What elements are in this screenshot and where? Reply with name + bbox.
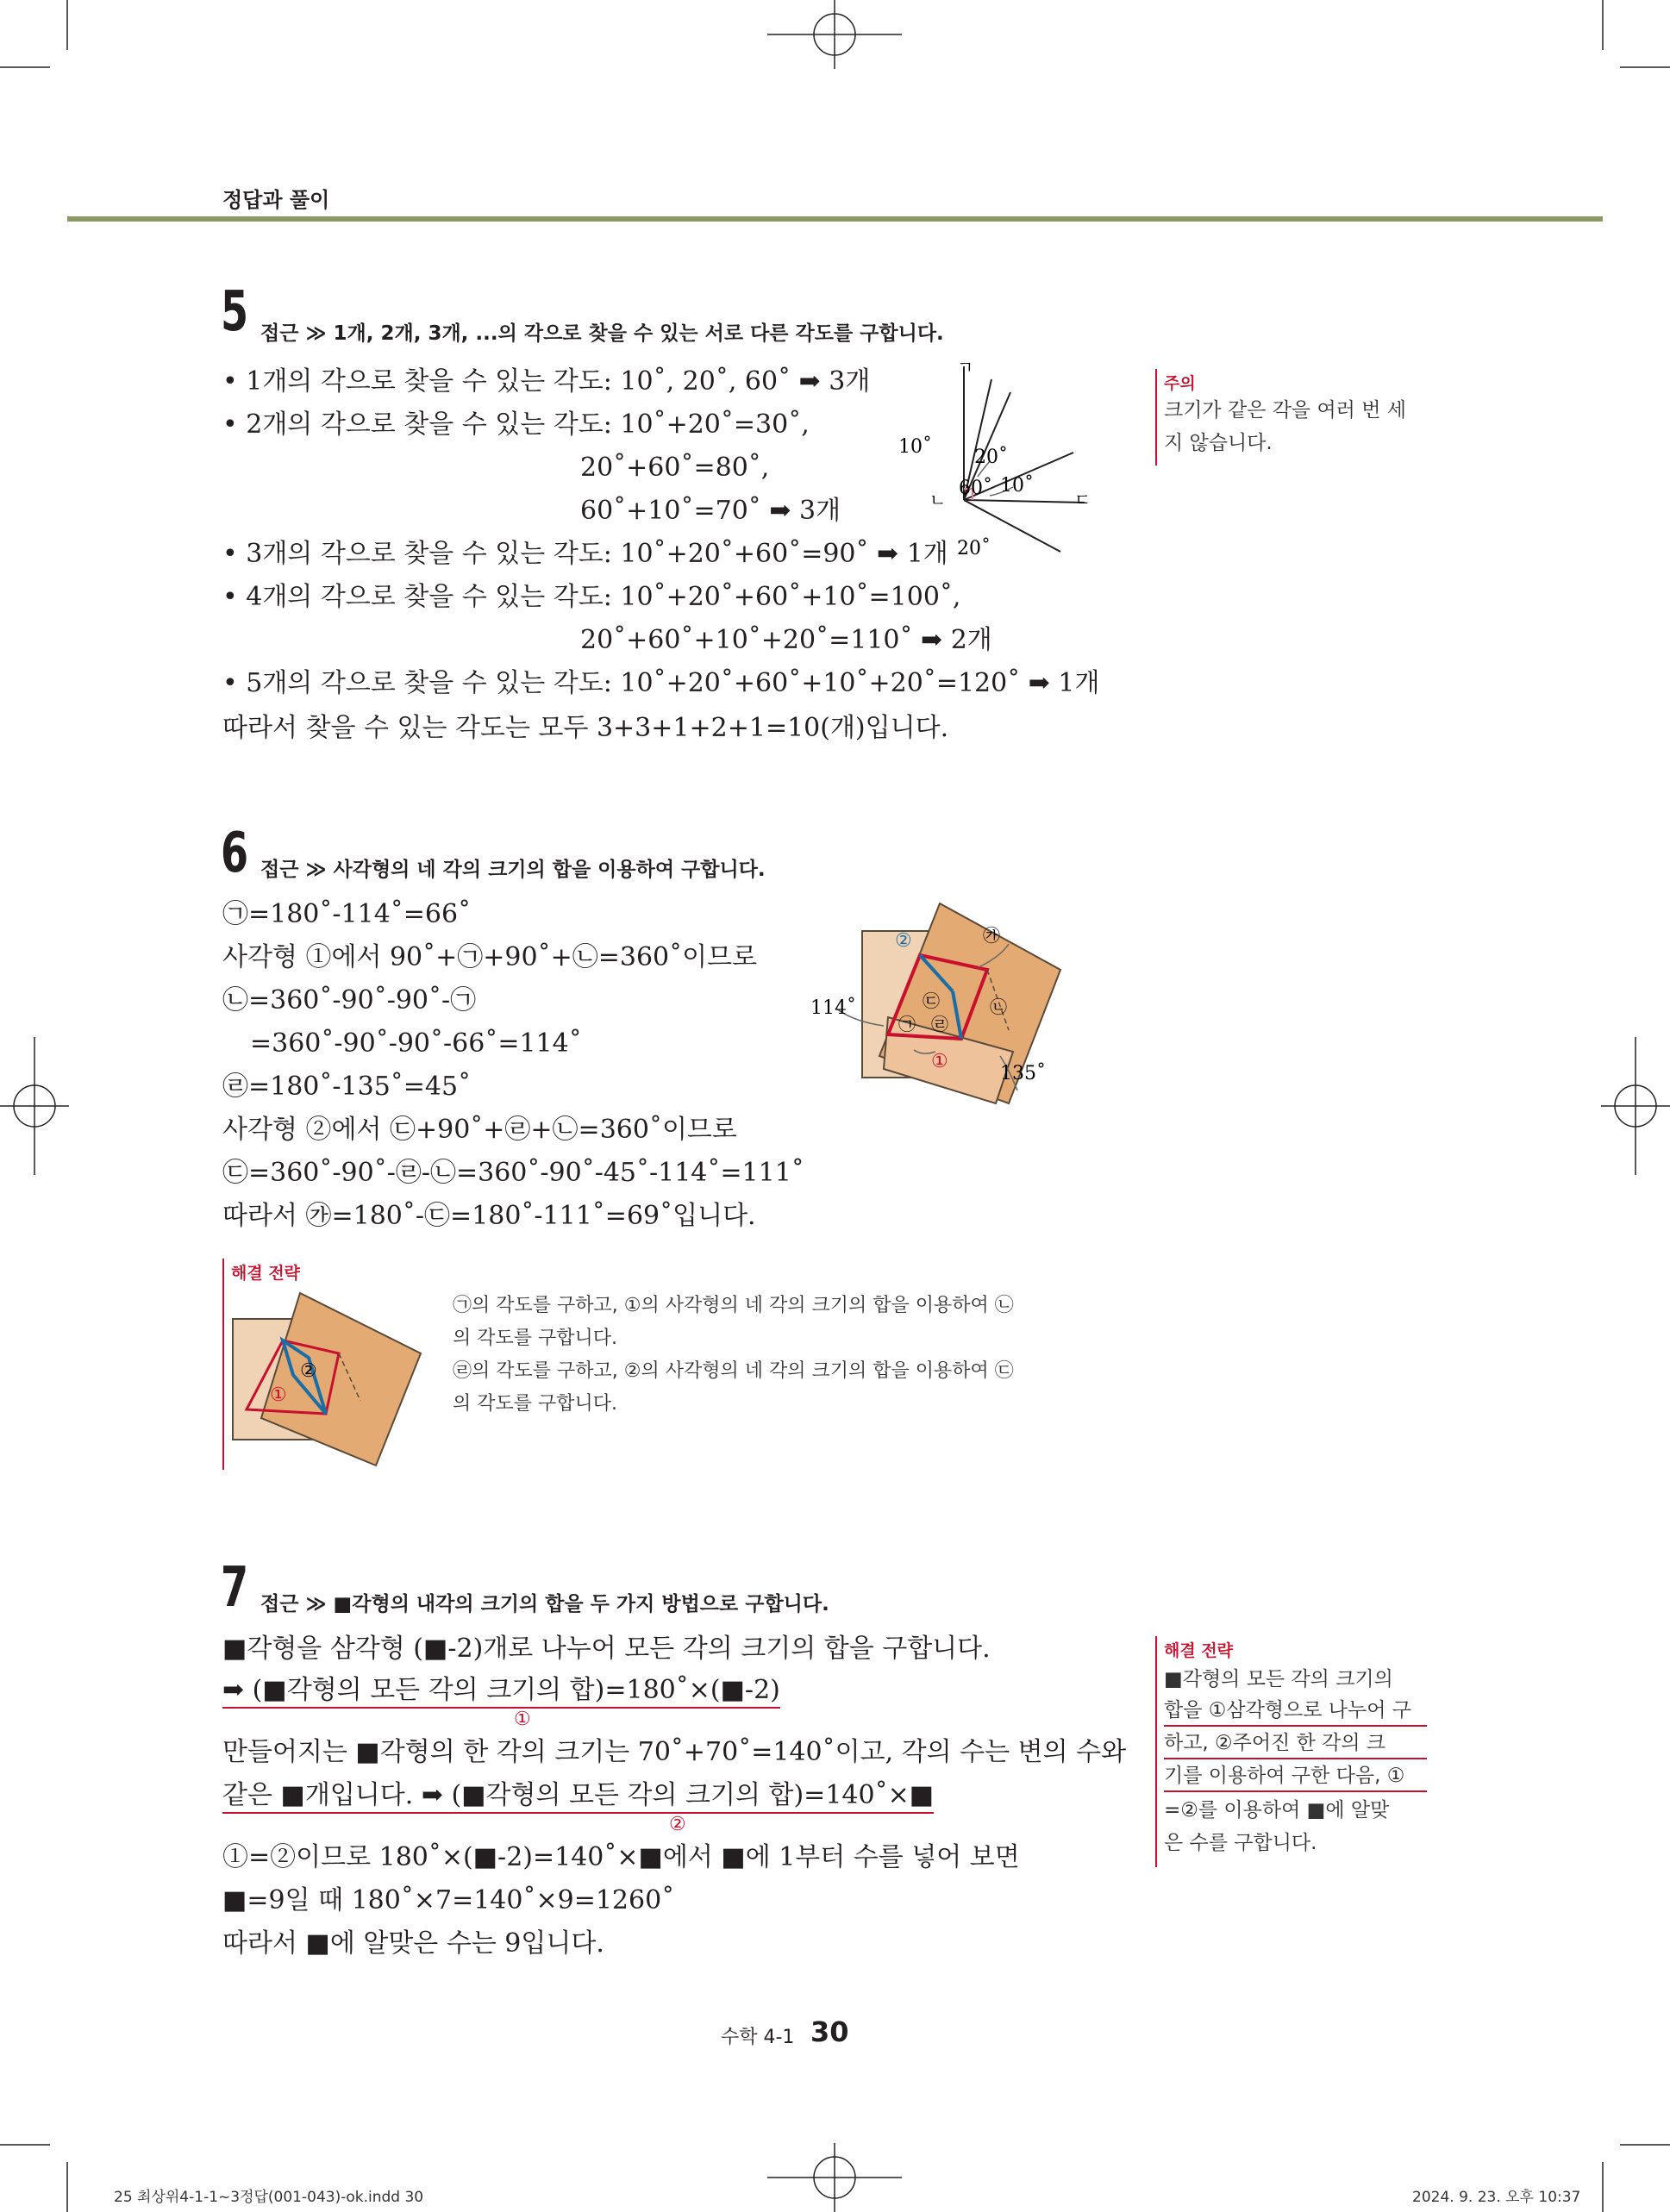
fig5-angle-1: 10˚ (898, 436, 932, 458)
header-rule (67, 216, 1603, 222)
p7-strategy-box (1155, 1636, 1157, 1867)
page-number: 30 (810, 2015, 849, 2048)
problem-6-approach: 접근 ≫ 사각형의 네 각의 크기의 합을 이용하여 구합니다. (260, 859, 766, 881)
p5-line-3: 20˚+60˚=80˚, (580, 453, 770, 483)
p7-marker-2: ② (669, 1814, 686, 1835)
fig5-angle-4: 10˚ (1000, 475, 1034, 497)
p7-strategy-line-3: 하고, ②주어진 한 각의 크 (1164, 1729, 1427, 1759)
p6-strategy-line-4: 의 각도를 구합니다. (453, 1393, 617, 1415)
p7-strategy-line-1: ■각형의 모든 각의 크기의 (1164, 1668, 1393, 1690)
quad-figure (802, 897, 1086, 1112)
footer-date: 2024. 9. 23. 오후 10:37 (1412, 2189, 1581, 2206)
p5-line-1: • 1개의 각으로 찾을 수 있는 각도: 10˚, 20˚, 60˚ ➡ 3개 (222, 366, 871, 397)
p7-marker-1: ① (514, 1709, 531, 1730)
sfig-q2: ② (300, 1360, 317, 1382)
p7-line-5: ①=②이므로 180˚×(■-2)=140˚×■에서 ■에 1부터 수를 넣어 보면 (222, 1842, 1020, 1872)
p7-line-3: 만들어지는 ■각형의 한 각의 크기는 70˚+70˚=140˚이고, 각의 수는 변의 수와 (222, 1737, 1127, 1767)
fig5-k3: ㄷ (1074, 490, 1091, 510)
p6-line-1: ㉠=180˚-114˚=66˚ (222, 899, 472, 929)
p7-line-7: 따라서 ■에 알맞은 수는 9입니다. (222, 1928, 604, 1959)
p6-line-2: 사각형 ①에서 90˚+㉠+90˚+㉡=360˚이므로 (222, 942, 758, 972)
fig6-q2: ② (895, 930, 912, 952)
p7-line-6: ■=9일 때 180˚×7=140˚×9=1260˚ (222, 1885, 675, 1915)
p6-strategy-line-3: ㉣의 각도를 구하고, ②의 사각형의 네 각의 크기의 합을 이용하여 ㉢ (453, 1360, 1014, 1382)
p7-strategy-line-6: 은 수를 구합니다. (1164, 1832, 1317, 1854)
p5-note-tag: 주의 (1164, 374, 1196, 393)
p6-line-4: =360˚-90˚-90˚-66˚=114˚ (250, 1028, 582, 1059)
problem-7-approach: 접근 ≫ ■각형의 내각의 크기의 합을 두 가지 방법으로 구합니다. (260, 1593, 829, 1615)
p7-strategy-line-4: 기를 이용하여 구한 다음, ① (1164, 1762, 1427, 1792)
p7-strategy-line-5: =②를 이용하여 ■에 알맞 (1164, 1799, 1390, 1821)
p6-line-6: 사각형 ②에서 ㉢+90˚+㉣+㉡=360˚이므로 (222, 1115, 737, 1145)
p7-line-1: ■각형을 삼각형 (■-2)개로 나누어 모든 각의 크기의 합을 구합니다. (222, 1634, 991, 1664)
fig6-gk: ㉠ (898, 1014, 916, 1034)
p6-line-7: ㉢=360˚-90˚-㉣-㉡=360˚-90˚-45˚-114˚=111˚ (222, 1158, 804, 1188)
page-label: 수학 4-1 (721, 2027, 795, 2048)
p5-note-line-1: 크기가 같은 각을 여러 번 세 (1164, 399, 1406, 422)
p6-line-8: 따라서 ㉮=180˚-㉢=180˚-111˚=69˚입니다. (222, 1201, 756, 1231)
p6-strategy-line-2: 의 각도를 구합니다. (453, 1328, 617, 1349)
p7-line-2: ➡ (■각형의 모든 각의 크기의 합)=180˚×(■-2) (222, 1678, 780, 1709)
problem-6-number: 6 (221, 822, 249, 885)
p5-line-6: • 4개의 각으로 찾을 수 있는 각도: 10˚+20˚+60˚+10˚=100˚, (222, 582, 961, 612)
fig6-gl: ㉡ (990, 997, 1007, 1017)
p7-line-4: 같은 ■개입니다. ➡ (■각형의 모든 각의 크기의 합)=140˚×■ (222, 1783, 934, 1814)
angle-figure (888, 358, 1104, 569)
p7-strategy-line-2: 합을 ①삼각형으로 나누어 구 (1164, 1696, 1427, 1727)
fig5-k1: ㄱ (957, 358, 974, 378)
fig5-angle-3: 60˚ (959, 478, 992, 499)
p5-line-9: 따라서 찾을 수 있는 각도는 모두 3+3+1+2+1=10(개)입니다. (222, 713, 949, 743)
p6-line-3: ㉡=360˚-90˚-90˚-㉠ (222, 985, 477, 1015)
p5-line-8: • 5개의 각으로 찾을 수 있는 각도: 10˚+20˚+60˚+10˚+20˚=120˚ ➡ 1개 (222, 668, 1100, 698)
p5-line-7: 20˚+60˚+10˚+20˚=110˚ ➡ 2개 (580, 625, 992, 655)
fig6-q1: ① (931, 1051, 948, 1072)
fig6-gc: ㉢ (923, 990, 940, 1011)
fig5-angle-5: 20˚ (957, 538, 991, 559)
p5-line-5: • 3개의 각으로 찾을 수 있는 각도: 10˚+20˚+60˚=90˚ ➡ 1개 (222, 539, 948, 569)
fig6-gd: ㉣ (931, 1014, 948, 1034)
footer-file: 25 최상위4-1-1~3정답(001-043)-ok.indd 30 (114, 2189, 424, 2206)
fig6-angle-135: 135˚ (1000, 1063, 1046, 1084)
header-title: 정답과 풀이 (222, 188, 330, 212)
problem-5-number: 5 (221, 280, 249, 344)
fig6-angle-114: 114˚ (810, 997, 856, 1019)
p6-strategy-line-1: ㉠의 각도를 구하고, ①의 사각형의 네 각의 크기의 합을 이용하여 ㉡ (453, 1295, 1014, 1316)
problem-7-number: 7 (221, 1556, 249, 1620)
p7-strategy-tag: 해결 전략 (1164, 1641, 1234, 1660)
p5-note-line-2: 지 않습니다. (1164, 432, 1273, 454)
sfig-q1: ① (270, 1384, 287, 1406)
strategy-figure (231, 1289, 429, 1470)
p5-line-4: 60˚+10˚=70˚ ➡ 3개 (580, 496, 841, 526)
fig5-k2: ㄴ (929, 490, 947, 510)
fig6-ga: ㉮ (983, 925, 1000, 946)
p6-strategy-tag: 해결 전략 (231, 1264, 301, 1283)
p5-line-2: • 2개의 각으로 찾을 수 있는 각도: 10˚+20˚=30˚, (222, 409, 810, 440)
p6-line-5: ㉣=180˚-135˚=45˚ (222, 1072, 472, 1102)
p5-note-box (1155, 369, 1157, 466)
problem-5-approach: 접근 ≫ 1개, 2개, 3개, ...의 각으로 찾을 수 있는 서로 다른 각도를 구합니다. (260, 322, 944, 345)
fig5-angle-2: 20˚ (974, 447, 1008, 468)
p6-strategy-box (222, 1259, 224, 1470)
